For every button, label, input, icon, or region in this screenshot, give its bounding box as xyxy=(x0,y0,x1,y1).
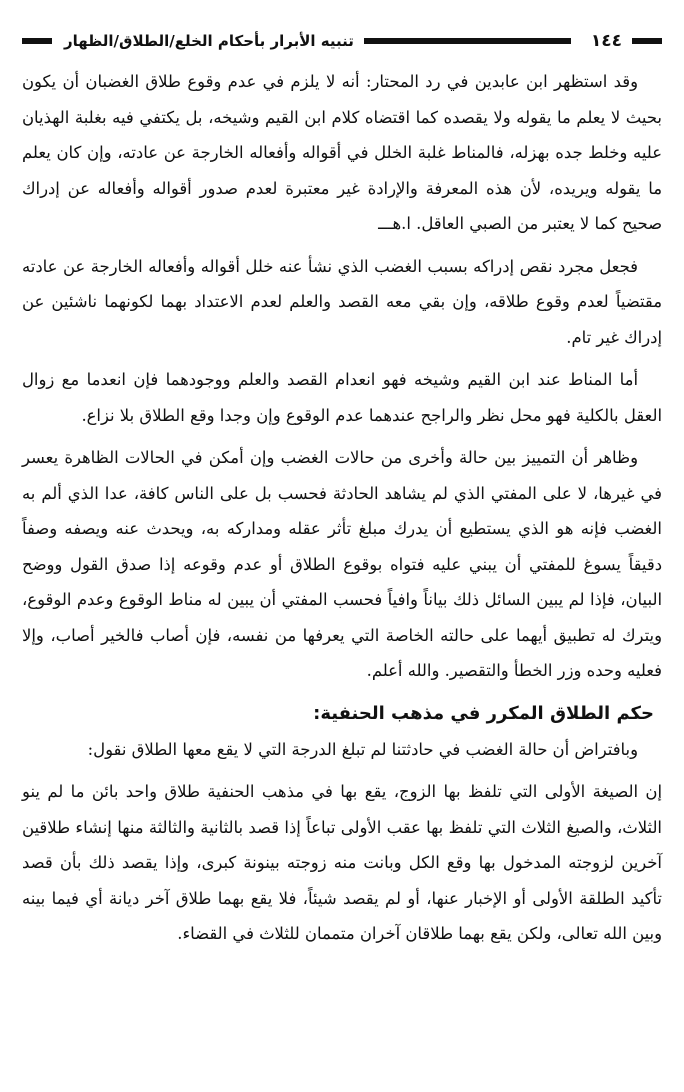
page-header xyxy=(22,28,662,54)
header-rule-middle xyxy=(364,38,571,44)
paragraph-4: وظاهر أن التمييز بين حالة وأخرى من حالات الغضب وإن أمكن في الحالات الظاهرة يعسر في غيرها، لا على المفتي الذي لم يشاهد الحادثة فحسب بل على الناس كافة، عدا الذي ألم به الغضب فإنه هو الذي يستطيع أن يدرك مبلغ تأثر عقله ومداركه به، ويحدث عنه ويصفه وصفاً دقيقاً يسوغ للمفتي أن يبني عليه فتواه بوقوع الطلاق أو عدم وقوعه إذا صدق القول ووضح البيان، فإذا لم يبين السائل ذلك بياناً وافياً فحسب المفتي أن يبين له مناط الوقوع وعدم الوقوع، ويترك له تطبيق أيهما على حالته الخاصة التي يعرفها من نفسه، فإن أصاب فالخير أصاب، وإلا فعليه وحده وزر الخطأ والتقصير. والله أعلم. xyxy=(22,448,662,680)
paragraph-3: أما المناط عند ابن القيم وشيخه فهو انعدام القصد والعلم ووجودهما فإن انعدما مع زوال العقل بالكلية فهو محل نظر والراجح عندهما عدم الوقوع وإن وجدا وقع الطلاق بلا نزاع. xyxy=(22,370,662,425)
page-body xyxy=(22,64,662,952)
header-rule-right xyxy=(632,38,662,44)
section-paragraph-1: وبافتراض أن حالة الغضب في حادثتنا لم تبلغ الدرجة التي لا يقع معها الطلاق نقول: xyxy=(87,739,638,759)
paragraph-2: فجعل مجرد نقص إدراكه بسبب الغضب الذي نشأ عنه خلل أقواله وأفعاله الخارجة عن عادته مقتضياً لعدم وقوع طلاقه، وإن بقي معه القصد والعلم لعدم الاعتداد بهما لكونهما ناشئين عن إدراك غير تام. xyxy=(22,256,662,347)
header-rule-left xyxy=(22,38,52,44)
page-number: ١٤٤ xyxy=(590,31,622,51)
running-title: تنبيه الأبرار بأحكام الخلع/الطلاق/الظهار xyxy=(64,32,354,50)
section-heading: حكم الطلاق المكرر في مذهب الحنفية: xyxy=(313,702,654,724)
section-paragraph-2: إن الصيغة الأولى التي تلفظ بها الزوج، يقع بها في مذهب الحنفية طلاق واحد بائن ما لم ينو الثلاث، والصيغ الثلاث التي تلفظ بها عقب الأولى تباعاً إذا قصد بالثانية والثالثة منها إنشاء طلاقين آخرين لزوجته المدخول بها وقع الكل وبانت منه زوجته بينونة كبرى، وإذا يقصد ذلك بأن قصد تأكيد الطلقة الأولى أو الإخبار عنها، أو لم يقصد شيئاً، فلا يقع بهما طلاق آخر ديانة أي فيما بينه وبين الله تعالى، ولكن يقع بهما طلاقان آخران متممان للثلاث في القضاء. xyxy=(22,782,662,943)
paragraph-1: وقد استظهر ابن عابدين في رد المحتار: أنه لا يلزم في عدم وقوع طلاق الغضبان أن يكون بحيث لا يعلم ما يقوله ولا يقصده كما اقتضاه كلام ابن القيم وشيخه، بل يكتفي فيه بغلبة الهذيان عليه وخلط جده بهزله، فالمناط غلبة الخلل في أقواله وأفعاله الخارجة عن عادته، وإن كان يعلم ما يقوله ويريده، لأن هذه المعرفة والإرادة غير معتبرة لعدم صدور أقواله وأفعاله عن إدراك صحيح كما لا يعتبر من الصبي العاقل. ا.هـــ xyxy=(22,72,662,233)
